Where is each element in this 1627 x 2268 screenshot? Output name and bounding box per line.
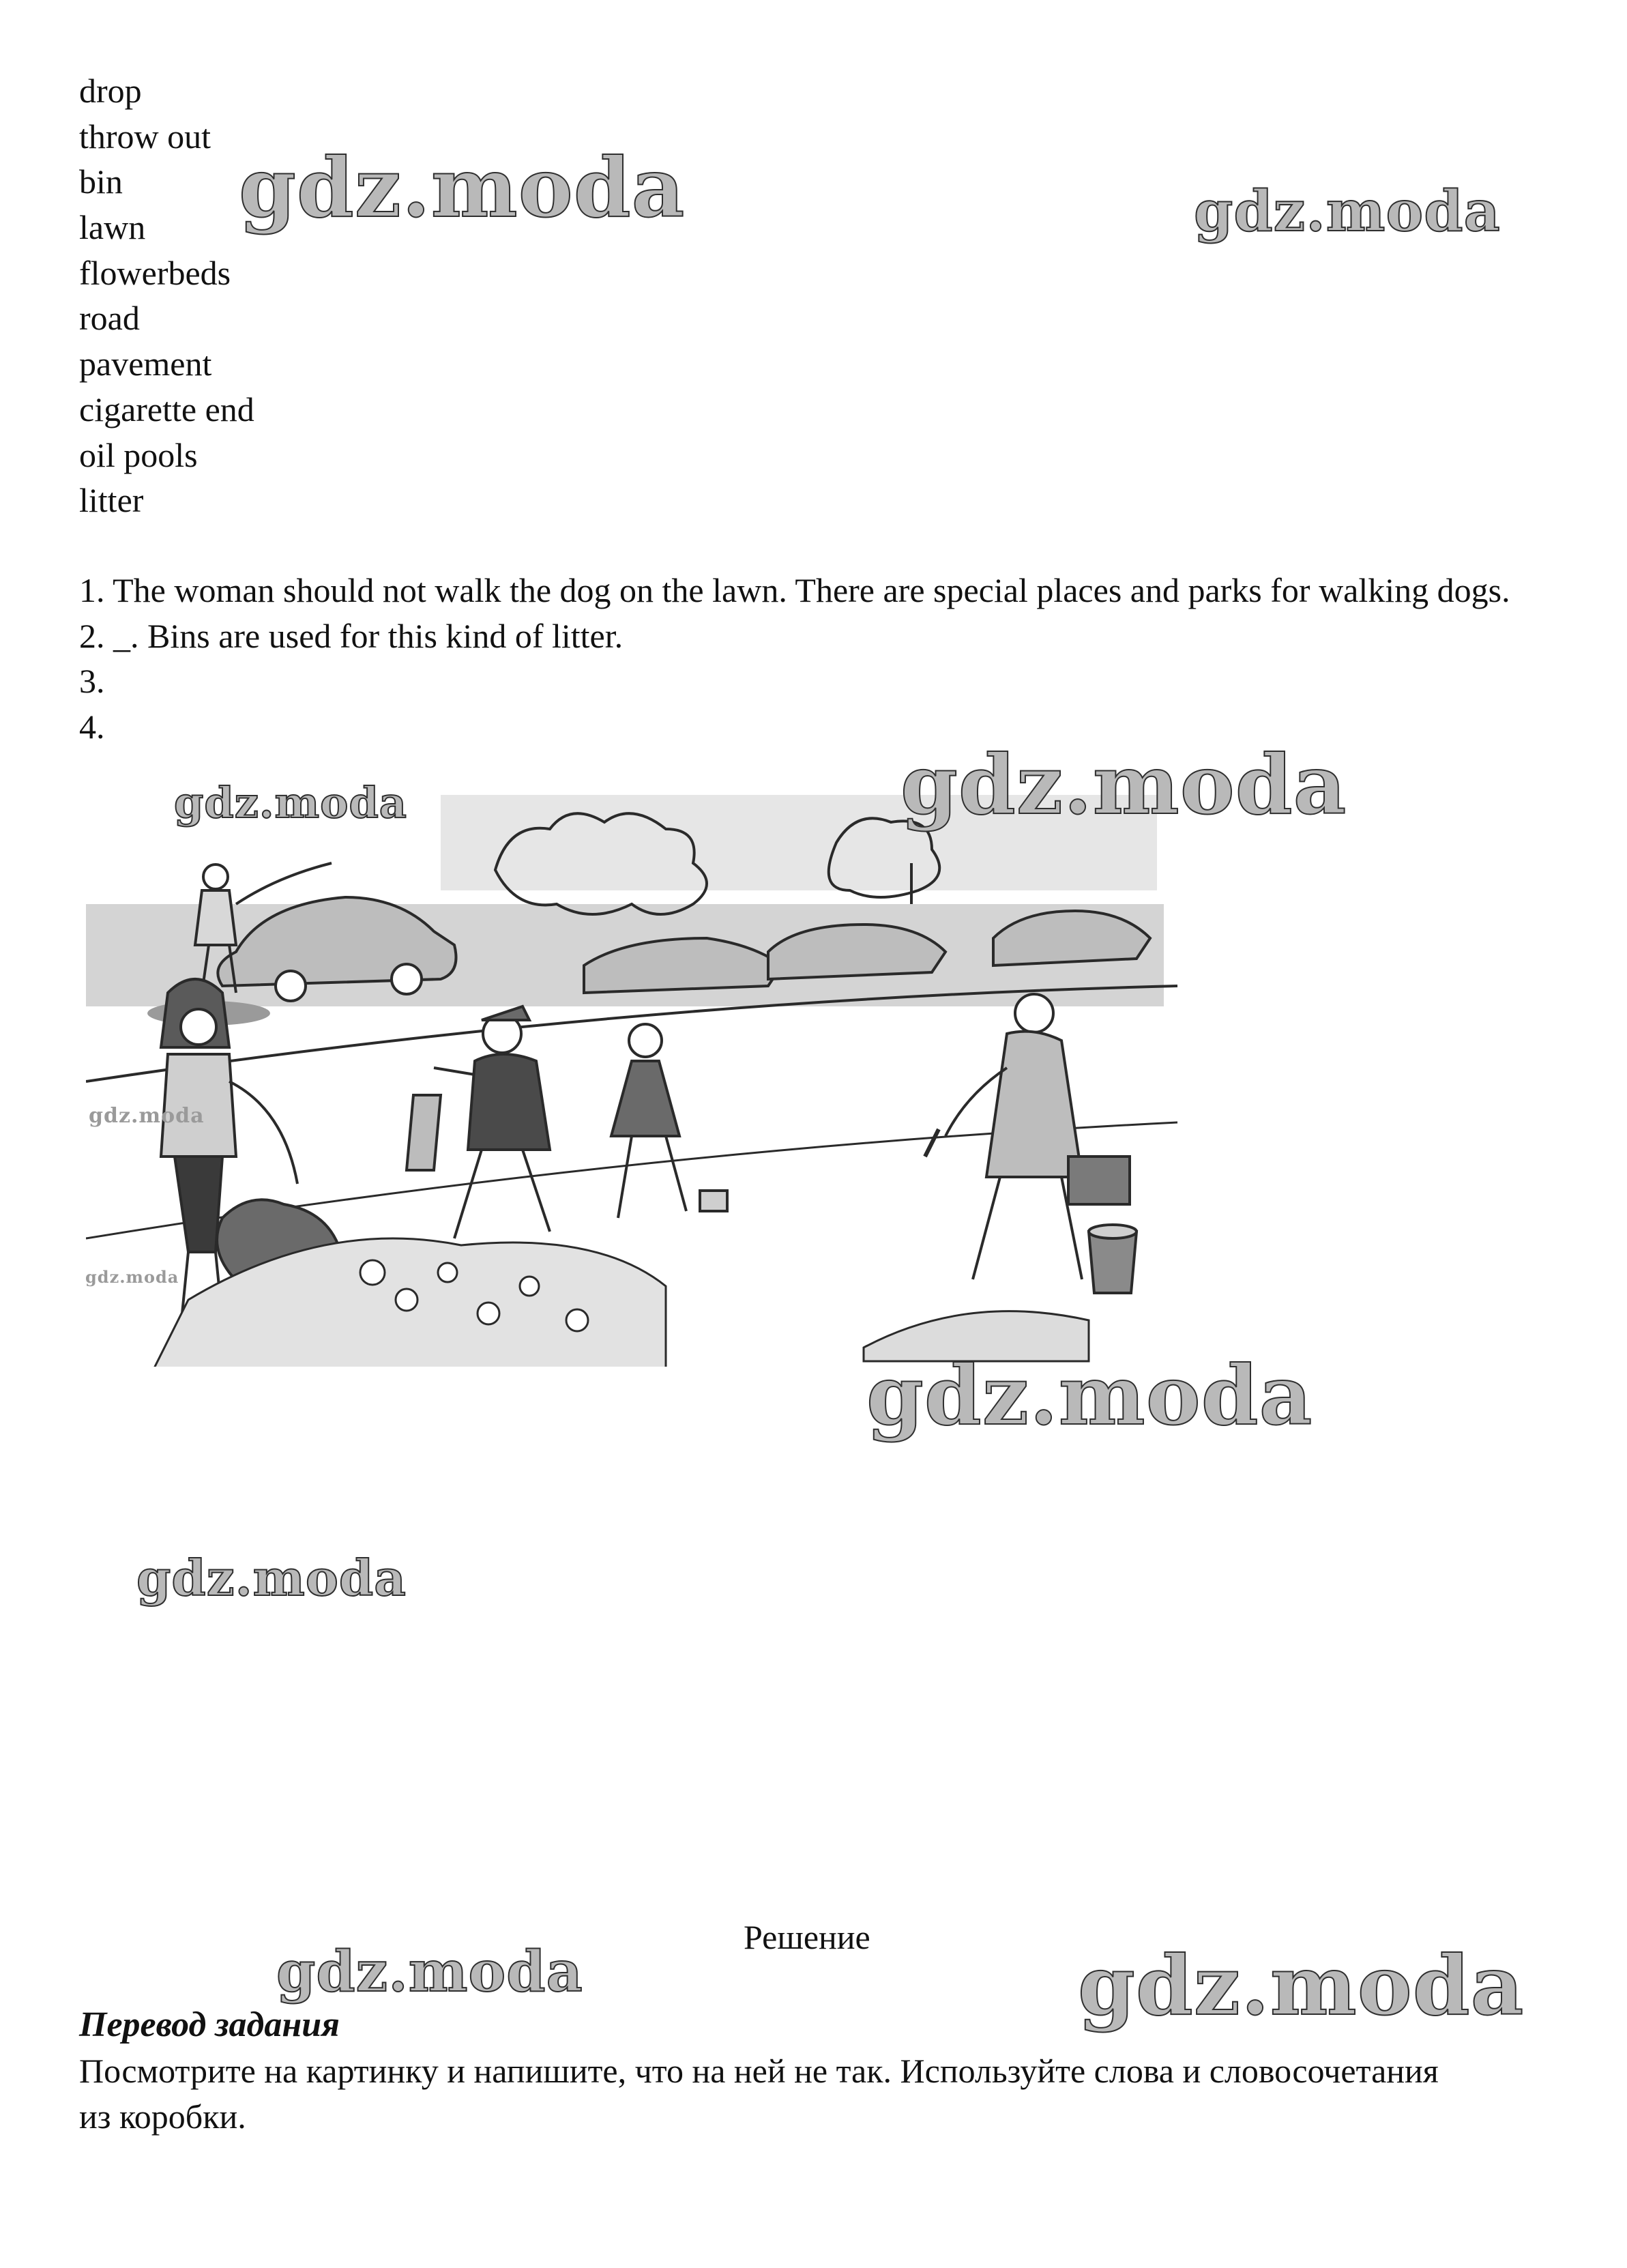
word-item: flowerbeds — [79, 253, 231, 292]
answer-item: 4. — [79, 707, 105, 746]
watermark: gdz.moda — [136, 1549, 407, 1607]
word-item: litter — [79, 481, 144, 520]
word-item: cigarette end — [79, 390, 254, 428]
translation-title: Перевод задания — [79, 2005, 340, 2044]
watermark: gdz.moda — [900, 737, 1347, 833]
watermark: gdz.moda — [174, 778, 407, 828]
answer-list — [79, 568, 1566, 749]
answer-item: 1. The woman should not walk the dog on the lawn. There are special places and parks for walking dogs. — [79, 571, 1510, 609]
word-item: drop — [79, 72, 142, 110]
word-box-list — [79, 68, 254, 523]
watermark: gdz.moda — [239, 140, 686, 236]
watermark: gdz.moda — [1194, 179, 1501, 244]
watermark: gdz.moda — [85, 1267, 179, 1287]
watermark: gdz.moda — [89, 1104, 205, 1128]
word-item: bin — [79, 162, 123, 201]
answer-item: 2. _. Bins are used for this kind of litter. — [79, 616, 624, 655]
word-item: oil pools — [79, 435, 198, 474]
word-item: throw out — [79, 117, 211, 156]
word-item: pavement — [79, 345, 212, 383]
word-item: lawn — [79, 208, 146, 247]
watermark: gdz.moda — [866, 1348, 1313, 1444]
watermark: gdz.moda — [1078, 1938, 1525, 2034]
solution-heading: Решение — [744, 1918, 870, 1956]
street-scene-illustration — [86, 795, 1198, 1367]
watermark: gdz.moda — [276, 1939, 583, 2005]
translation-text: Посмотрите на картинку и напишите, что на ней не так. Используйте слова и словосочетания из коробки. — [79, 2052, 1439, 2136]
word-item: road — [79, 299, 140, 338]
answer-item: 3. — [79, 662, 105, 700]
